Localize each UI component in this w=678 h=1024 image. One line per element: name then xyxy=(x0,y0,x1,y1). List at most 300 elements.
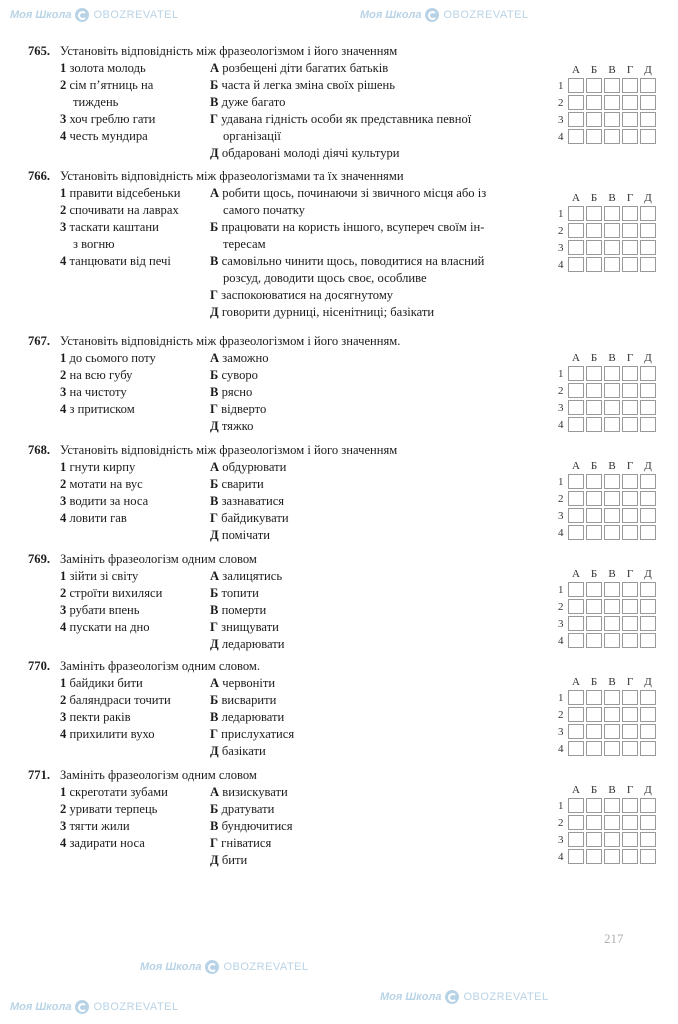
item-text: хоч греблю гати xyxy=(69,112,156,126)
watermark xyxy=(10,8,179,22)
phrase-item xyxy=(60,459,210,476)
answer-cell[interactable] xyxy=(622,206,638,221)
exercise-770 xyxy=(28,658,518,760)
page-number: 217 xyxy=(604,931,624,946)
grid-row-label: 4 xyxy=(558,258,564,271)
grid-column-label: Б xyxy=(590,352,598,364)
item-text: тяжко xyxy=(221,419,254,433)
phrase-item xyxy=(60,818,210,835)
phrase-item xyxy=(60,801,210,818)
exercise-number: 769. xyxy=(28,552,51,566)
answer-cell[interactable] xyxy=(640,257,656,272)
answer-cell[interactable] xyxy=(604,383,620,398)
answer-cell[interactable] xyxy=(568,724,584,739)
item-number: 1 xyxy=(60,785,67,799)
answer-cell[interactable] xyxy=(604,240,620,255)
meaning-item xyxy=(210,476,515,493)
answer-cell[interactable] xyxy=(604,206,620,221)
item-text-continued: організації xyxy=(223,129,281,143)
answer-grid-769 xyxy=(556,566,658,650)
grid-column-label: Д xyxy=(644,352,652,364)
item-number: 4 xyxy=(60,511,67,525)
answer-grid-766 xyxy=(556,190,658,274)
answer-cell[interactable] xyxy=(586,400,602,415)
answer-cell[interactable] xyxy=(640,582,656,597)
answer-cell[interactable] xyxy=(586,491,602,506)
answer-cell[interactable] xyxy=(604,508,620,523)
answer-cell[interactable] xyxy=(640,129,656,144)
answer-cell[interactable] xyxy=(568,129,584,144)
answer-cell[interactable] xyxy=(586,798,602,813)
answer-cell[interactable] xyxy=(622,798,638,813)
item-text: визискувати xyxy=(222,785,288,799)
grid-corner xyxy=(558,784,566,796)
item-text-continued: самого початку xyxy=(223,203,305,217)
phrase-item xyxy=(60,835,210,852)
exercise-instruction: Установіть відповідність між фразеологізмами та їх значеннями xyxy=(60,169,404,183)
exercise-instruction: Замініть фразеологізм одним словом xyxy=(60,768,257,782)
answer-cell[interactable] xyxy=(568,599,584,614)
item-text: мотати на вус xyxy=(69,477,143,491)
answer-cell[interactable] xyxy=(622,508,638,523)
answer-cell[interactable] xyxy=(604,129,620,144)
meaning-item xyxy=(210,743,515,760)
answer-cell[interactable] xyxy=(604,366,620,381)
exercise-header xyxy=(28,43,518,60)
answer-cell[interactable] xyxy=(604,112,620,127)
item-number: 4 xyxy=(60,620,67,634)
grid-row-label: 4 xyxy=(558,526,564,539)
answer-cell[interactable] xyxy=(604,849,620,864)
answer-cell[interactable] xyxy=(586,599,602,614)
answer-cell[interactable] xyxy=(622,129,638,144)
grid-column-label: Д xyxy=(644,568,652,580)
item-text-continued: тересам xyxy=(223,237,266,251)
answer-cell[interactable] xyxy=(568,206,584,221)
item-letter: В xyxy=(210,710,219,724)
meaning-list xyxy=(210,350,515,435)
item-text: з притиском xyxy=(69,402,135,416)
answer-cell[interactable] xyxy=(604,95,620,110)
answer-cell[interactable] xyxy=(568,223,584,238)
grid-row-label: 2 xyxy=(558,96,564,109)
answer-cell[interactable] xyxy=(640,832,656,847)
answer-cell[interactable] xyxy=(604,815,620,830)
answer-cell[interactable] xyxy=(568,832,584,847)
answer-cell[interactable] xyxy=(640,206,656,221)
answer-cell[interactable] xyxy=(622,724,638,739)
answer-cell[interactable] xyxy=(622,366,638,381)
phrase-item xyxy=(60,585,210,602)
grid-column-label: А xyxy=(572,460,580,472)
answer-cell[interactable] xyxy=(568,400,584,415)
answer-cell[interactable] xyxy=(586,849,602,864)
answer-cell[interactable] xyxy=(604,525,620,540)
item-number: 3 xyxy=(60,819,67,833)
answer-cell[interactable] xyxy=(586,78,602,93)
watermark-logo-icon xyxy=(75,1000,89,1014)
exercise-771 xyxy=(28,767,518,869)
item-text: правити відсебеньки xyxy=(69,186,181,200)
answer-grid-765 xyxy=(556,62,658,146)
item-letter: А xyxy=(210,186,220,200)
answer-cell[interactable] xyxy=(586,525,602,540)
grid-column-label: В xyxy=(608,676,616,688)
answer-cell[interactable] xyxy=(568,78,584,93)
answer-cell[interactable] xyxy=(640,366,656,381)
item-letter: А xyxy=(210,351,220,365)
answer-cell[interactable] xyxy=(604,690,620,705)
answer-cell[interactable] xyxy=(568,474,584,489)
answer-cell[interactable] xyxy=(586,815,602,830)
watermark-logo-icon xyxy=(205,960,219,974)
exercise-number: 767. xyxy=(28,334,51,348)
answer-cell[interactable] xyxy=(586,206,602,221)
answer-cell[interactable] xyxy=(586,707,602,722)
meaning-item xyxy=(210,675,515,692)
exercise-matching xyxy=(60,784,518,869)
item-text: червоніти xyxy=(222,676,276,690)
answer-cell[interactable] xyxy=(640,491,656,506)
answer-cell[interactable] xyxy=(604,257,620,272)
item-letter: В xyxy=(210,254,219,268)
answer-cell[interactable] xyxy=(622,741,638,756)
answer-cell[interactable] xyxy=(586,690,602,705)
meaning-item xyxy=(210,568,515,585)
answer-cell[interactable] xyxy=(640,724,656,739)
item-text: топити xyxy=(221,586,259,600)
answer-cell[interactable] xyxy=(604,474,620,489)
answer-cell[interactable] xyxy=(640,849,656,864)
grid-column-label: Г xyxy=(626,64,634,76)
answer-cell[interactable] xyxy=(622,633,638,648)
answer-cell[interactable] xyxy=(604,616,620,631)
answer-cell[interactable] xyxy=(568,257,584,272)
item-letter: Г xyxy=(210,112,219,126)
grid-corner xyxy=(558,352,566,364)
answer-cell[interactable] xyxy=(640,240,656,255)
answer-cell[interactable] xyxy=(640,474,656,489)
answer-cell[interactable] xyxy=(586,832,602,847)
grid-column-label: Г xyxy=(626,352,634,364)
phrase-item xyxy=(60,675,210,692)
item-text: обдурювати xyxy=(222,460,287,474)
answer-grid-770 xyxy=(556,674,658,758)
exercise-765 xyxy=(28,43,518,162)
answer-cell[interactable] xyxy=(640,741,656,756)
grid-row-label: 2 xyxy=(558,600,564,613)
item-text: говорити дурниці, нісенітниці; базікати xyxy=(221,305,435,319)
item-text: таскати каштани xyxy=(69,220,159,234)
meaning-item xyxy=(210,602,515,619)
watermark-brand-text: Моя Школа xyxy=(360,9,422,21)
answer-cell[interactable] xyxy=(622,223,638,238)
grid-column-label: А xyxy=(572,64,580,76)
exercise-number: 771. xyxy=(28,768,51,782)
item-number: 1 xyxy=(60,569,67,583)
phraseology-list xyxy=(60,459,210,544)
phrase-item xyxy=(60,784,210,801)
item-number: 4 xyxy=(60,727,67,741)
meaning-item xyxy=(210,852,515,869)
answer-cell[interactable] xyxy=(640,383,656,398)
answer-cell[interactable] xyxy=(586,366,602,381)
item-text: танцювати від печі xyxy=(69,254,171,268)
meaning-list xyxy=(210,185,515,321)
grid-column-label: Д xyxy=(644,676,652,688)
grid-row-label: 4 xyxy=(558,634,564,647)
answer-cell[interactable] xyxy=(568,366,584,381)
answer-cell[interactable] xyxy=(622,95,638,110)
grid-row-label: 2 xyxy=(558,384,564,397)
answer-cell[interactable] xyxy=(604,741,620,756)
item-text: водити за носа xyxy=(69,494,149,508)
answer-cell[interactable] xyxy=(640,525,656,540)
item-letter: В xyxy=(210,385,219,399)
item-number: 3 xyxy=(60,220,67,234)
item-number: 2 xyxy=(60,78,67,92)
answer-cell[interactable] xyxy=(604,599,620,614)
grid-row-label: 2 xyxy=(558,708,564,721)
answer-cell[interactable] xyxy=(586,257,602,272)
phraseology-list xyxy=(60,568,210,653)
answer-cell[interactable] xyxy=(622,832,638,847)
answer-cell[interactable] xyxy=(568,240,584,255)
answer-cell[interactable] xyxy=(568,815,584,830)
answer-cell[interactable] xyxy=(622,707,638,722)
item-number: 1 xyxy=(60,186,67,200)
watermark-brand-text: OBOZREVATEL xyxy=(463,991,549,1003)
answer-cell[interactable] xyxy=(604,400,620,415)
answer-cell[interactable] xyxy=(640,223,656,238)
answer-cell[interactable] xyxy=(640,616,656,631)
meaning-list xyxy=(210,60,515,162)
phrase-item xyxy=(60,77,210,94)
answer-cell[interactable] xyxy=(640,508,656,523)
item-letter: А xyxy=(210,61,220,75)
answer-cell[interactable] xyxy=(622,474,638,489)
answer-cell[interactable] xyxy=(640,95,656,110)
item-number: 4 xyxy=(60,129,67,143)
meaning-item xyxy=(210,94,515,111)
answer-cell[interactable] xyxy=(640,707,656,722)
answer-cell[interactable] xyxy=(622,400,638,415)
answer-cell[interactable] xyxy=(622,78,638,93)
answer-cell[interactable] xyxy=(640,690,656,705)
meaning-item xyxy=(210,493,515,510)
answer-cell[interactable] xyxy=(586,95,602,110)
answer-cell[interactable] xyxy=(622,257,638,272)
item-letter: Б xyxy=(210,220,219,234)
answer-cell[interactable] xyxy=(586,508,602,523)
grid-row-label: 4 xyxy=(558,850,564,863)
answer-cell[interactable] xyxy=(568,616,584,631)
answer-cell[interactable] xyxy=(568,112,584,127)
answer-cell[interactable] xyxy=(622,690,638,705)
answer-cell[interactable] xyxy=(640,400,656,415)
item-number: 2 xyxy=(60,802,67,816)
phraseology-list xyxy=(60,60,210,162)
answer-cell[interactable] xyxy=(568,417,584,432)
meaning-item xyxy=(210,636,515,653)
answer-cell[interactable] xyxy=(622,599,638,614)
answer-cell[interactable] xyxy=(604,832,620,847)
item-text: ледарювати xyxy=(221,710,285,724)
answer-cell[interactable] xyxy=(586,582,602,597)
item-text: до сьомого поту xyxy=(69,351,156,365)
meaning-list xyxy=(210,784,515,869)
answer-cell[interactable] xyxy=(586,112,602,127)
grid-column-label: Б xyxy=(590,64,598,76)
answer-cell[interactable] xyxy=(622,582,638,597)
answer-cell[interactable] xyxy=(586,383,602,398)
exercise-header xyxy=(28,767,518,784)
meaning-item xyxy=(210,459,515,476)
phrase-item xyxy=(60,568,210,585)
meaning-item xyxy=(210,60,515,77)
watermark xyxy=(360,8,529,22)
answer-cell[interactable] xyxy=(568,707,584,722)
item-text: прихилити вухо xyxy=(69,727,155,741)
grid-row-label: 2 xyxy=(558,816,564,829)
answer-table xyxy=(556,674,658,758)
exercise-header xyxy=(28,551,518,568)
watermark-brand-text: Моя Школа xyxy=(10,1001,72,1013)
phrase-item xyxy=(60,185,210,202)
answer-cell[interactable] xyxy=(586,633,602,648)
answer-cell[interactable] xyxy=(604,724,620,739)
answer-cell[interactable] xyxy=(604,707,620,722)
grid-column-label: Б xyxy=(590,568,598,580)
exercise-number: 770. xyxy=(28,659,51,673)
answer-cell[interactable] xyxy=(622,112,638,127)
item-text: на чистоту xyxy=(69,385,127,399)
answer-cell[interactable] xyxy=(622,525,638,540)
answer-cell[interactable] xyxy=(586,129,602,144)
answer-cell[interactable] xyxy=(568,633,584,648)
meaning-item xyxy=(210,253,515,270)
answer-cell[interactable] xyxy=(622,240,638,255)
phraseology-list xyxy=(60,675,210,760)
answer-cell[interactable] xyxy=(568,582,584,597)
answer-cell[interactable] xyxy=(604,633,620,648)
answer-cell[interactable] xyxy=(586,417,602,432)
grid-row-label: 2 xyxy=(558,492,564,505)
answer-cell[interactable] xyxy=(604,798,620,813)
phrase-item xyxy=(60,401,210,418)
item-letter: А xyxy=(210,569,220,583)
answer-cell[interactable] xyxy=(568,508,584,523)
grid-column-label: Г xyxy=(626,460,634,472)
answer-cell[interactable] xyxy=(622,815,638,830)
answer-cell[interactable] xyxy=(622,417,638,432)
answer-cell[interactable] xyxy=(604,491,620,506)
watermark-brand-text: Моя Школа xyxy=(380,991,442,1003)
answer-cell[interactable] xyxy=(622,491,638,506)
answer-cell[interactable] xyxy=(640,599,656,614)
phrase-item xyxy=(60,219,210,236)
answer-cell[interactable] xyxy=(640,417,656,432)
answer-cell[interactable] xyxy=(568,491,584,506)
grid-column-label: Б xyxy=(590,676,598,688)
grid-row-label: 1 xyxy=(558,475,564,488)
item-number: 3 xyxy=(60,710,67,724)
watermark xyxy=(10,1000,179,1014)
exercise-767 xyxy=(28,333,518,435)
item-text: розбещені діти багатих батьків xyxy=(222,61,389,75)
exercise-instruction: Замініть фразеологізм одним словом xyxy=(60,552,257,566)
phrase-item xyxy=(60,202,210,219)
item-text: на всю губу xyxy=(69,368,133,382)
item-text-continued: розсуд, доводити щось своє, особливе xyxy=(223,271,427,285)
answer-cell[interactable] xyxy=(568,849,584,864)
answer-cell[interactable] xyxy=(586,223,602,238)
meaning-item xyxy=(210,726,515,743)
meaning-item xyxy=(210,709,515,726)
answer-cell[interactable] xyxy=(586,616,602,631)
answer-cell[interactable] xyxy=(586,240,602,255)
answer-cell[interactable] xyxy=(640,815,656,830)
phrase-item xyxy=(60,692,210,709)
exercise-769 xyxy=(28,551,518,653)
answer-cell[interactable] xyxy=(586,474,602,489)
item-letter: Д xyxy=(210,744,219,758)
answer-cell[interactable] xyxy=(604,417,620,432)
item-letter: Г xyxy=(210,511,219,525)
answer-cell[interactable] xyxy=(622,616,638,631)
meaning-item xyxy=(210,401,515,418)
item-text: сварити xyxy=(221,477,264,491)
grid-column-label: Д xyxy=(644,64,652,76)
answer-cell[interactable] xyxy=(568,95,584,110)
phrase-item xyxy=(60,709,210,726)
item-text: ледарювати xyxy=(221,637,285,651)
answer-cell[interactable] xyxy=(568,690,584,705)
answer-cell[interactable] xyxy=(604,78,620,93)
answer-cell[interactable] xyxy=(622,849,638,864)
exercise-header xyxy=(28,442,518,459)
answer-cell[interactable] xyxy=(568,741,584,756)
item-letter: Д xyxy=(210,146,219,160)
item-letter: Г xyxy=(210,727,219,741)
item-letter: Г xyxy=(210,402,219,416)
answer-cell[interactable] xyxy=(568,383,584,398)
grid-row-label: 3 xyxy=(558,113,564,126)
answer-cell[interactable] xyxy=(586,741,602,756)
phraseology-list xyxy=(60,185,210,321)
grid-column-label: Д xyxy=(644,460,652,472)
answer-cell[interactable] xyxy=(640,78,656,93)
watermark-logo-icon xyxy=(75,8,89,22)
answer-cell[interactable] xyxy=(640,633,656,648)
answer-cell[interactable] xyxy=(568,798,584,813)
item-text: обдаровані молоді діячі культури xyxy=(221,146,400,160)
answer-cell[interactable] xyxy=(586,724,602,739)
meaning-list xyxy=(210,459,515,544)
answer-cell[interactable] xyxy=(640,798,656,813)
answer-cell[interactable] xyxy=(568,525,584,540)
item-letter: Д xyxy=(210,637,219,651)
answer-cell[interactable] xyxy=(604,223,620,238)
exercise-matching xyxy=(60,185,518,321)
grid-column-label: В xyxy=(608,460,616,472)
phrase-item xyxy=(60,726,210,743)
grid-column-label: В xyxy=(608,784,616,796)
meaning-item xyxy=(210,304,515,321)
answer-cell[interactable] xyxy=(622,383,638,398)
answer-cell[interactable] xyxy=(640,112,656,127)
answer-cell[interactable] xyxy=(604,582,620,597)
